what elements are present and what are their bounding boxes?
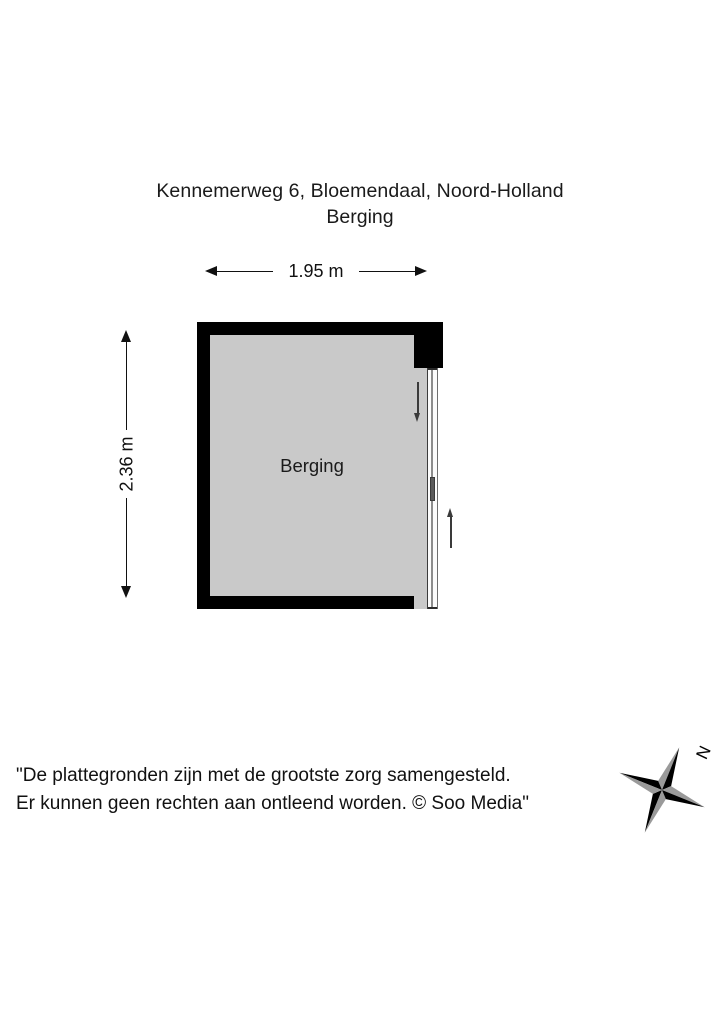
- title-address: Kennemerweg 6, Bloemendaal, Noord-Holland: [156, 180, 564, 202]
- disclaimer-line-1: "De plattegronden zijn met de grootste zorg samengesteld.: [16, 765, 511, 786]
- title-floor-name: Berging: [326, 206, 394, 228]
- width-dimension-label: 1.95 m: [288, 261, 344, 281]
- room-floor-area: [210, 335, 414, 596]
- dimension-line-top: [126, 340, 127, 430]
- dimension-line-right: [359, 271, 417, 272]
- disclaimer-line-2: Er kunnen geen rechten aan ontleend worden. © Soo Media": [16, 793, 529, 814]
- arrow-shaft: [450, 517, 451, 548]
- arrow-head: [414, 413, 420, 422]
- arrow-shaft: [417, 382, 418, 413]
- compass-north-label: N: [691, 742, 715, 762]
- compass-rose-icon: [612, 728, 716, 838]
- disclaimer: [16, 762, 626, 818]
- height-dimension: [112, 330, 142, 598]
- door-swing-arrow-down-icon: [413, 382, 423, 422]
- dimension-line-bottom: [126, 498, 127, 588]
- door-swing-arrow-up-icon: [446, 508, 456, 548]
- door-handle-icon: [430, 477, 435, 501]
- arrow-head: [447, 508, 453, 517]
- door-rail-cap-bottom: [428, 607, 437, 609]
- arrow-down-icon: [121, 586, 131, 598]
- sliding-door-leaf: [427, 368, 438, 609]
- width-dimension: [205, 258, 427, 286]
- room-name-label: Berging: [280, 454, 344, 476]
- page-title: [0, 178, 720, 230]
- room-berging: [197, 322, 443, 609]
- height-dimension-label: 2.36 m: [113, 433, 142, 494]
- arrow-right-icon: [415, 266, 427, 276]
